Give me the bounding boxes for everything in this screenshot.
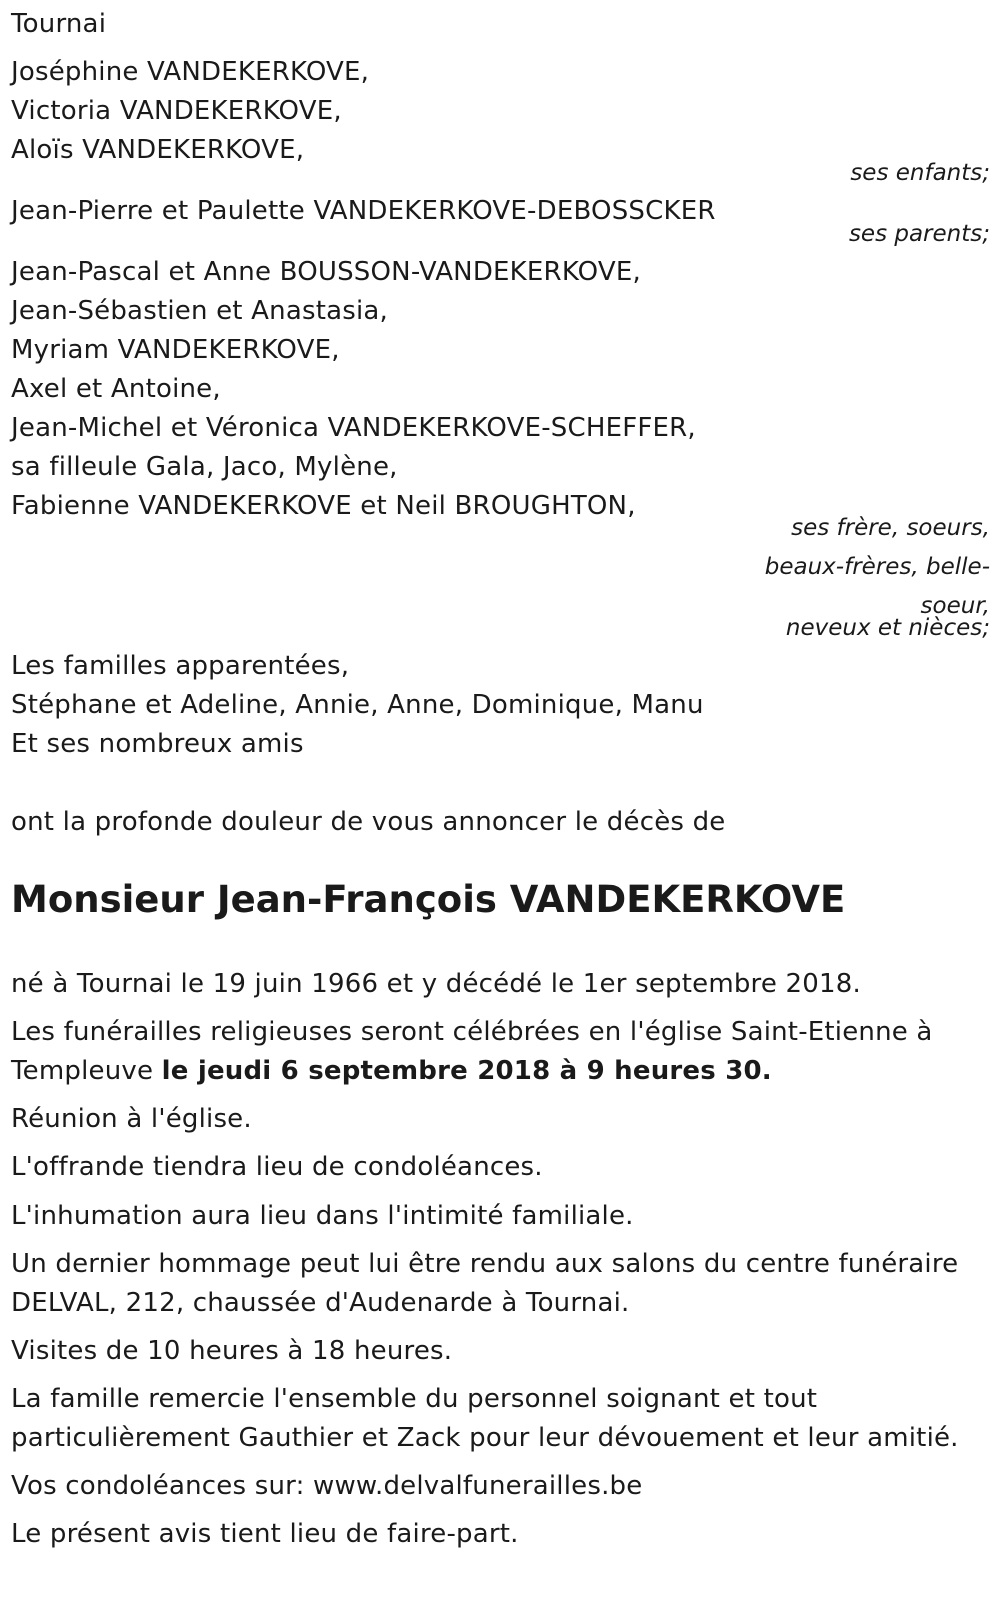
- burial-line: L'inhumation aura lieu dans l'intimité familiale.: [11, 1201, 634, 1231]
- condolences-line: Vos condoléances sur: www.delvalfunerailles.be: [11, 1471, 643, 1501]
- announcement: ont la profonde douleur de vous annoncer le décès de: [11, 807, 726, 837]
- family-line: Et ses nombreux amis: [11, 729, 304, 759]
- thanks-line: particulièrement Gauthier et Zack pour leur dévouement et leur amitié.: [11, 1423, 959, 1453]
- funeral-line-2: [11, 1055, 772, 1087]
- city-heading: Tournai: [11, 9, 107, 39]
- child-name: Victoria VANDEKERKOVE,: [11, 96, 342, 126]
- sibling-name: Myriam VANDEKERKOVE,: [11, 335, 340, 365]
- funeral-datetime: le jeudi 6 septembre 2018 à 9 heures 30.: [161, 1056, 772, 1086]
- tribute-line: Un dernier hommage peut lui être rendu aux salons du centre funéraire: [11, 1249, 959, 1279]
- sibling-name: Jean-Michel et Véronica VANDEKERKOVE-SCHEFFER,: [11, 413, 696, 443]
- child-name: Aloïs VANDEKERKOVE,: [11, 135, 305, 165]
- family-line: Les familles apparentées,: [11, 651, 350, 681]
- sibling-name: sa filleule Gala, Jaco, Mylène,: [11, 452, 398, 482]
- siblings-role: neveux et nièces;: [785, 615, 990, 641]
- children-role: ses enfants;: [850, 160, 990, 186]
- funeral-place: Templeuve: [11, 1056, 162, 1086]
- parents-name: Jean-Pierre et Paulette VANDEKERKOVE-DEBOSSCKER: [11, 196, 716, 226]
- child-name: Joséphine VANDEKERKOVE,: [11, 57, 370, 87]
- parents-role: ses parents;: [848, 221, 990, 247]
- sibling-name: Fabienne VANDEKERKOVE et Neil BROUGHTON,: [11, 491, 636, 521]
- siblings-role: ses frère, soeurs,: [791, 515, 990, 541]
- deceased-name: Monsieur Jean-François VANDEKERKOVE: [11, 878, 846, 921]
- family-line: Stéphane et Adeline, Annie, Anne, Dominique, Manu: [11, 690, 704, 720]
- sibling-name: Axel et Antoine,: [11, 374, 221, 404]
- siblings-role: soeur,: [920, 593, 990, 619]
- sibling-name: Jean-Pascal et Anne BOUSSON-VANDEKERKOVE,: [11, 257, 641, 287]
- funeral-line: Les funérailles religieuses seront célébrées en l'église Saint-Etienne à: [11, 1017, 933, 1047]
- tribute-line: DELVAL, 212, chaussée d'Audenarde à Tournai.: [11, 1288, 630, 1318]
- visits-line: Visites de 10 heures à 18 heures.: [11, 1336, 453, 1366]
- thanks-line: La famille remercie l'ensemble du personnel soignant et tout: [11, 1384, 818, 1414]
- offering-line: L'offrande tiendra lieu de condoléances.: [11, 1152, 543, 1182]
- birth-death-line: né à Tournai le 19 juin 1966 et y décédé le 1er septembre 2018.: [11, 969, 861, 999]
- meeting-line: Réunion à l'église.: [11, 1104, 252, 1134]
- sibling-name: Jean-Sébastien et Anastasia,: [11, 296, 388, 326]
- notice-line: Le présent avis tient lieu de faire-part.: [11, 1519, 519, 1549]
- siblings-role: beaux-frères, belle-: [764, 554, 990, 580]
